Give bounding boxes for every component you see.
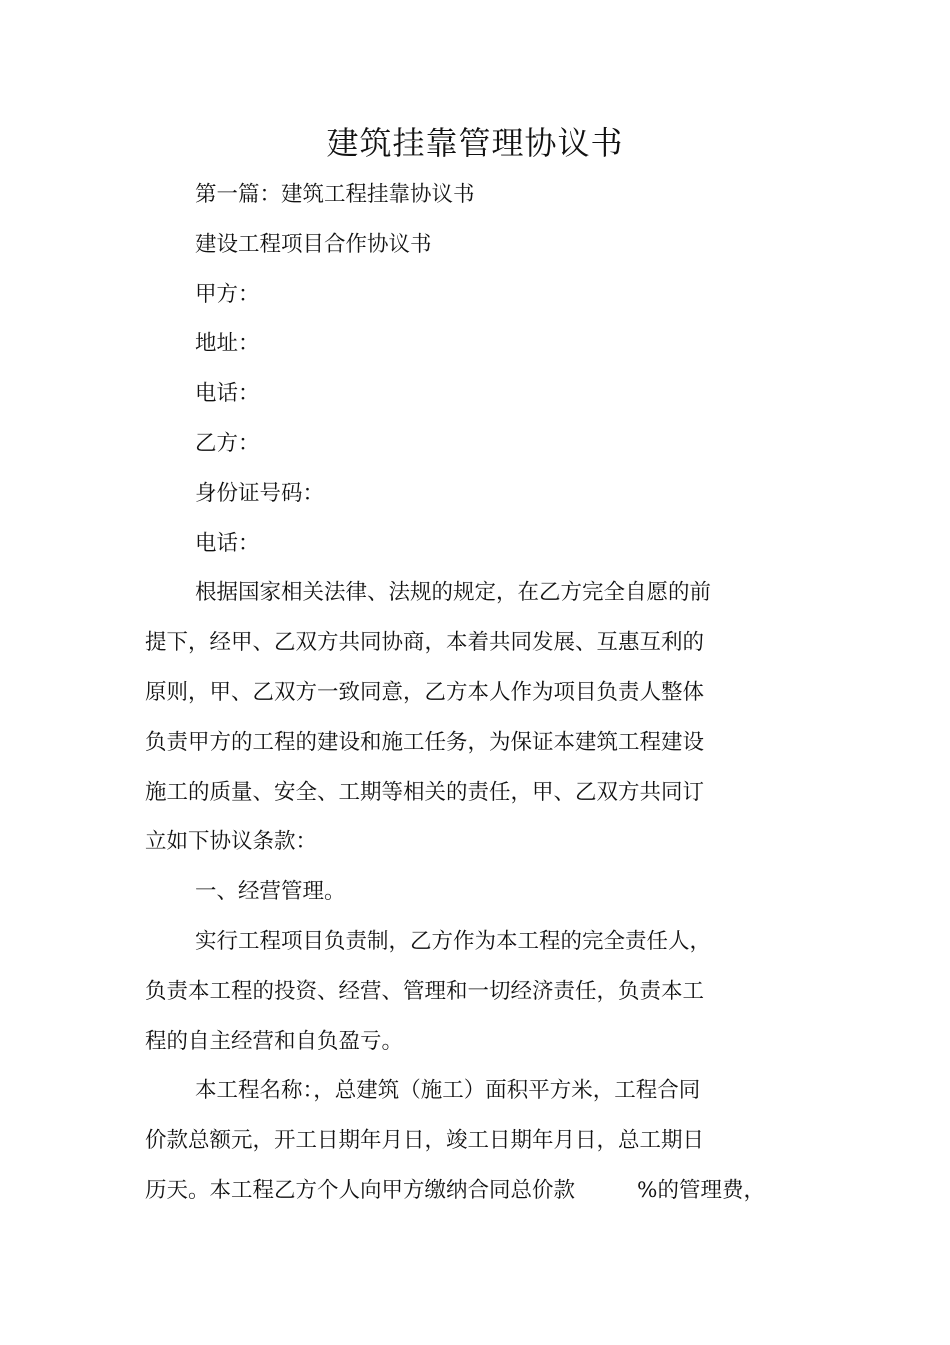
- text-line: 负责甲方的工程的建设和施工任务，为保证本建筑工程建设: [145, 729, 705, 755]
- text-line: 程的自主经营和自负盈亏。: [145, 1028, 404, 1054]
- text-line: 实行工程项目负责制，乙方作为本工程的完全责任人，: [195, 928, 712, 954]
- text-line: 乙方：: [195, 430, 260, 456]
- text-line: 施工的质量、安全、工期等相关的责任，甲、乙双方共同订: [145, 779, 705, 805]
- text-line: 负责本工程的投资、经营、管理和一切经济责任，负责本工: [145, 978, 705, 1004]
- text-line: 第一篇：建筑工程挂靠协议书: [195, 182, 475, 207]
- text-line: 身份证号码：: [195, 480, 325, 506]
- text-line: 立如下协议条款：: [145, 829, 318, 855]
- text-line: 一、经营管理。: [195, 879, 346, 905]
- text-line: 地址：: [195, 331, 260, 357]
- text-line: 价款总额元，开工日期年月日，竣工日期年月日，总工期日: [145, 1128, 705, 1154]
- text-line: 根据国家相关法律、法规的规定，在乙方完全自愿的前: [195, 580, 712, 606]
- text-line: 原则，甲、乙双方一致同意，乙方本人作为项目负责人整体: [145, 679, 705, 705]
- text-line: 建设工程项目合作协议书: [195, 231, 432, 257]
- last-line-start: 历天。本工程乙方个人向甲方缴纳合同总价款: [145, 1177, 576, 1203]
- text-line: 本工程名称：，总建筑（施工）面积平方米，工程合同: [195, 1078, 701, 1104]
- document-title: 建筑挂靠管理协议书: [326, 124, 624, 162]
- text-line: 甲方：: [195, 281, 260, 307]
- text-line: 提下，经甲、乙双方共同协商，本着共同发展、互惠互利的: [145, 630, 705, 656]
- last-line-end: %的管理费，: [637, 1177, 765, 1203]
- text-line: 电话：: [195, 381, 260, 407]
- document-body: [145, 170, 785, 1216]
- text-line-last: [145, 1166, 785, 1216]
- text-line: 电话：: [195, 530, 260, 556]
